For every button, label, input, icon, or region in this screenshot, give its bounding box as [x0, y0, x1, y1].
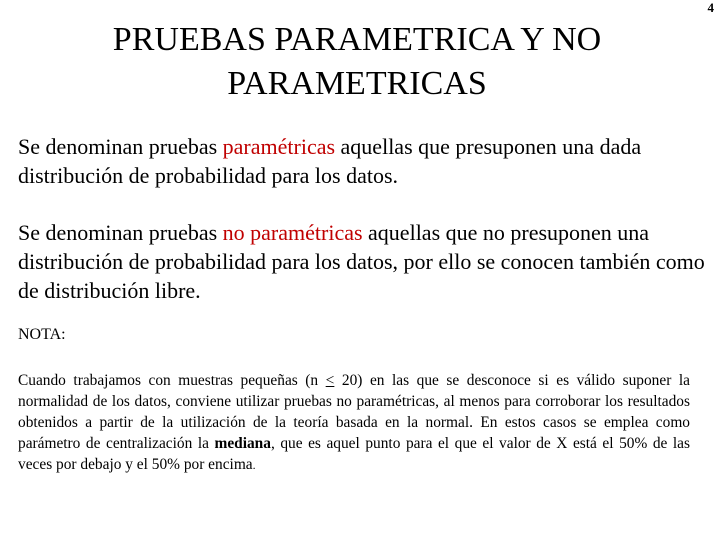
- parametric-term: paramétricas: [222, 134, 336, 159]
- note-text-part1: Cuando trabajamos con muestras pequeñas (n: [18, 372, 326, 389]
- note-text-part2: 20) en las que se desconoce si es válido suponer la normalidad de los datos, conviene utilizar pruebas no paramétricas, al menos para corroborar los resultados obtenidos a partir de la utilización de la teoría basada en la normal. En estos casos se emplea como parámetro de centralización la: [18, 372, 690, 452]
- slide-title: [0, 18, 714, 106]
- less-equal-symbol: <: [325, 372, 335, 389]
- nonparametric-term: no paramétricas: [222, 220, 363, 245]
- note-body: [18, 370, 690, 476]
- title-line-2: PARAMETRICAS: [227, 65, 487, 102]
- title-line-1: PRUEBAS PARAMETRICA Y NO: [112, 21, 602, 58]
- note-text-part3: , que es aquel punto para el que el valor de X está el 50% de las veces por debajo y el 50% por encima: [18, 435, 690, 473]
- median-term: mediana: [214, 435, 271, 452]
- paragraph2-text-after: aquellas que no presuponen una distribución de probabilidad para los datos, por ello se conocen también como de distribución libre.: [18, 220, 705, 303]
- paragraph2-text-before: Se denominan pruebas: [18, 220, 223, 245]
- parametric-definition-paragraph: [18, 132, 708, 190]
- paragraph1-text-after: aquellas que presuponen una dada distribución de probabilidad para los datos.: [18, 134, 642, 188]
- nonparametric-definition-paragraph: [18, 218, 708, 305]
- slide-number: 4: [707, 0, 714, 15]
- note-label: NOTA:: [18, 326, 66, 343]
- paragraph1-text-before: Se denominan pruebas: [18, 134, 223, 159]
- note-end-period: .: [252, 458, 256, 472]
